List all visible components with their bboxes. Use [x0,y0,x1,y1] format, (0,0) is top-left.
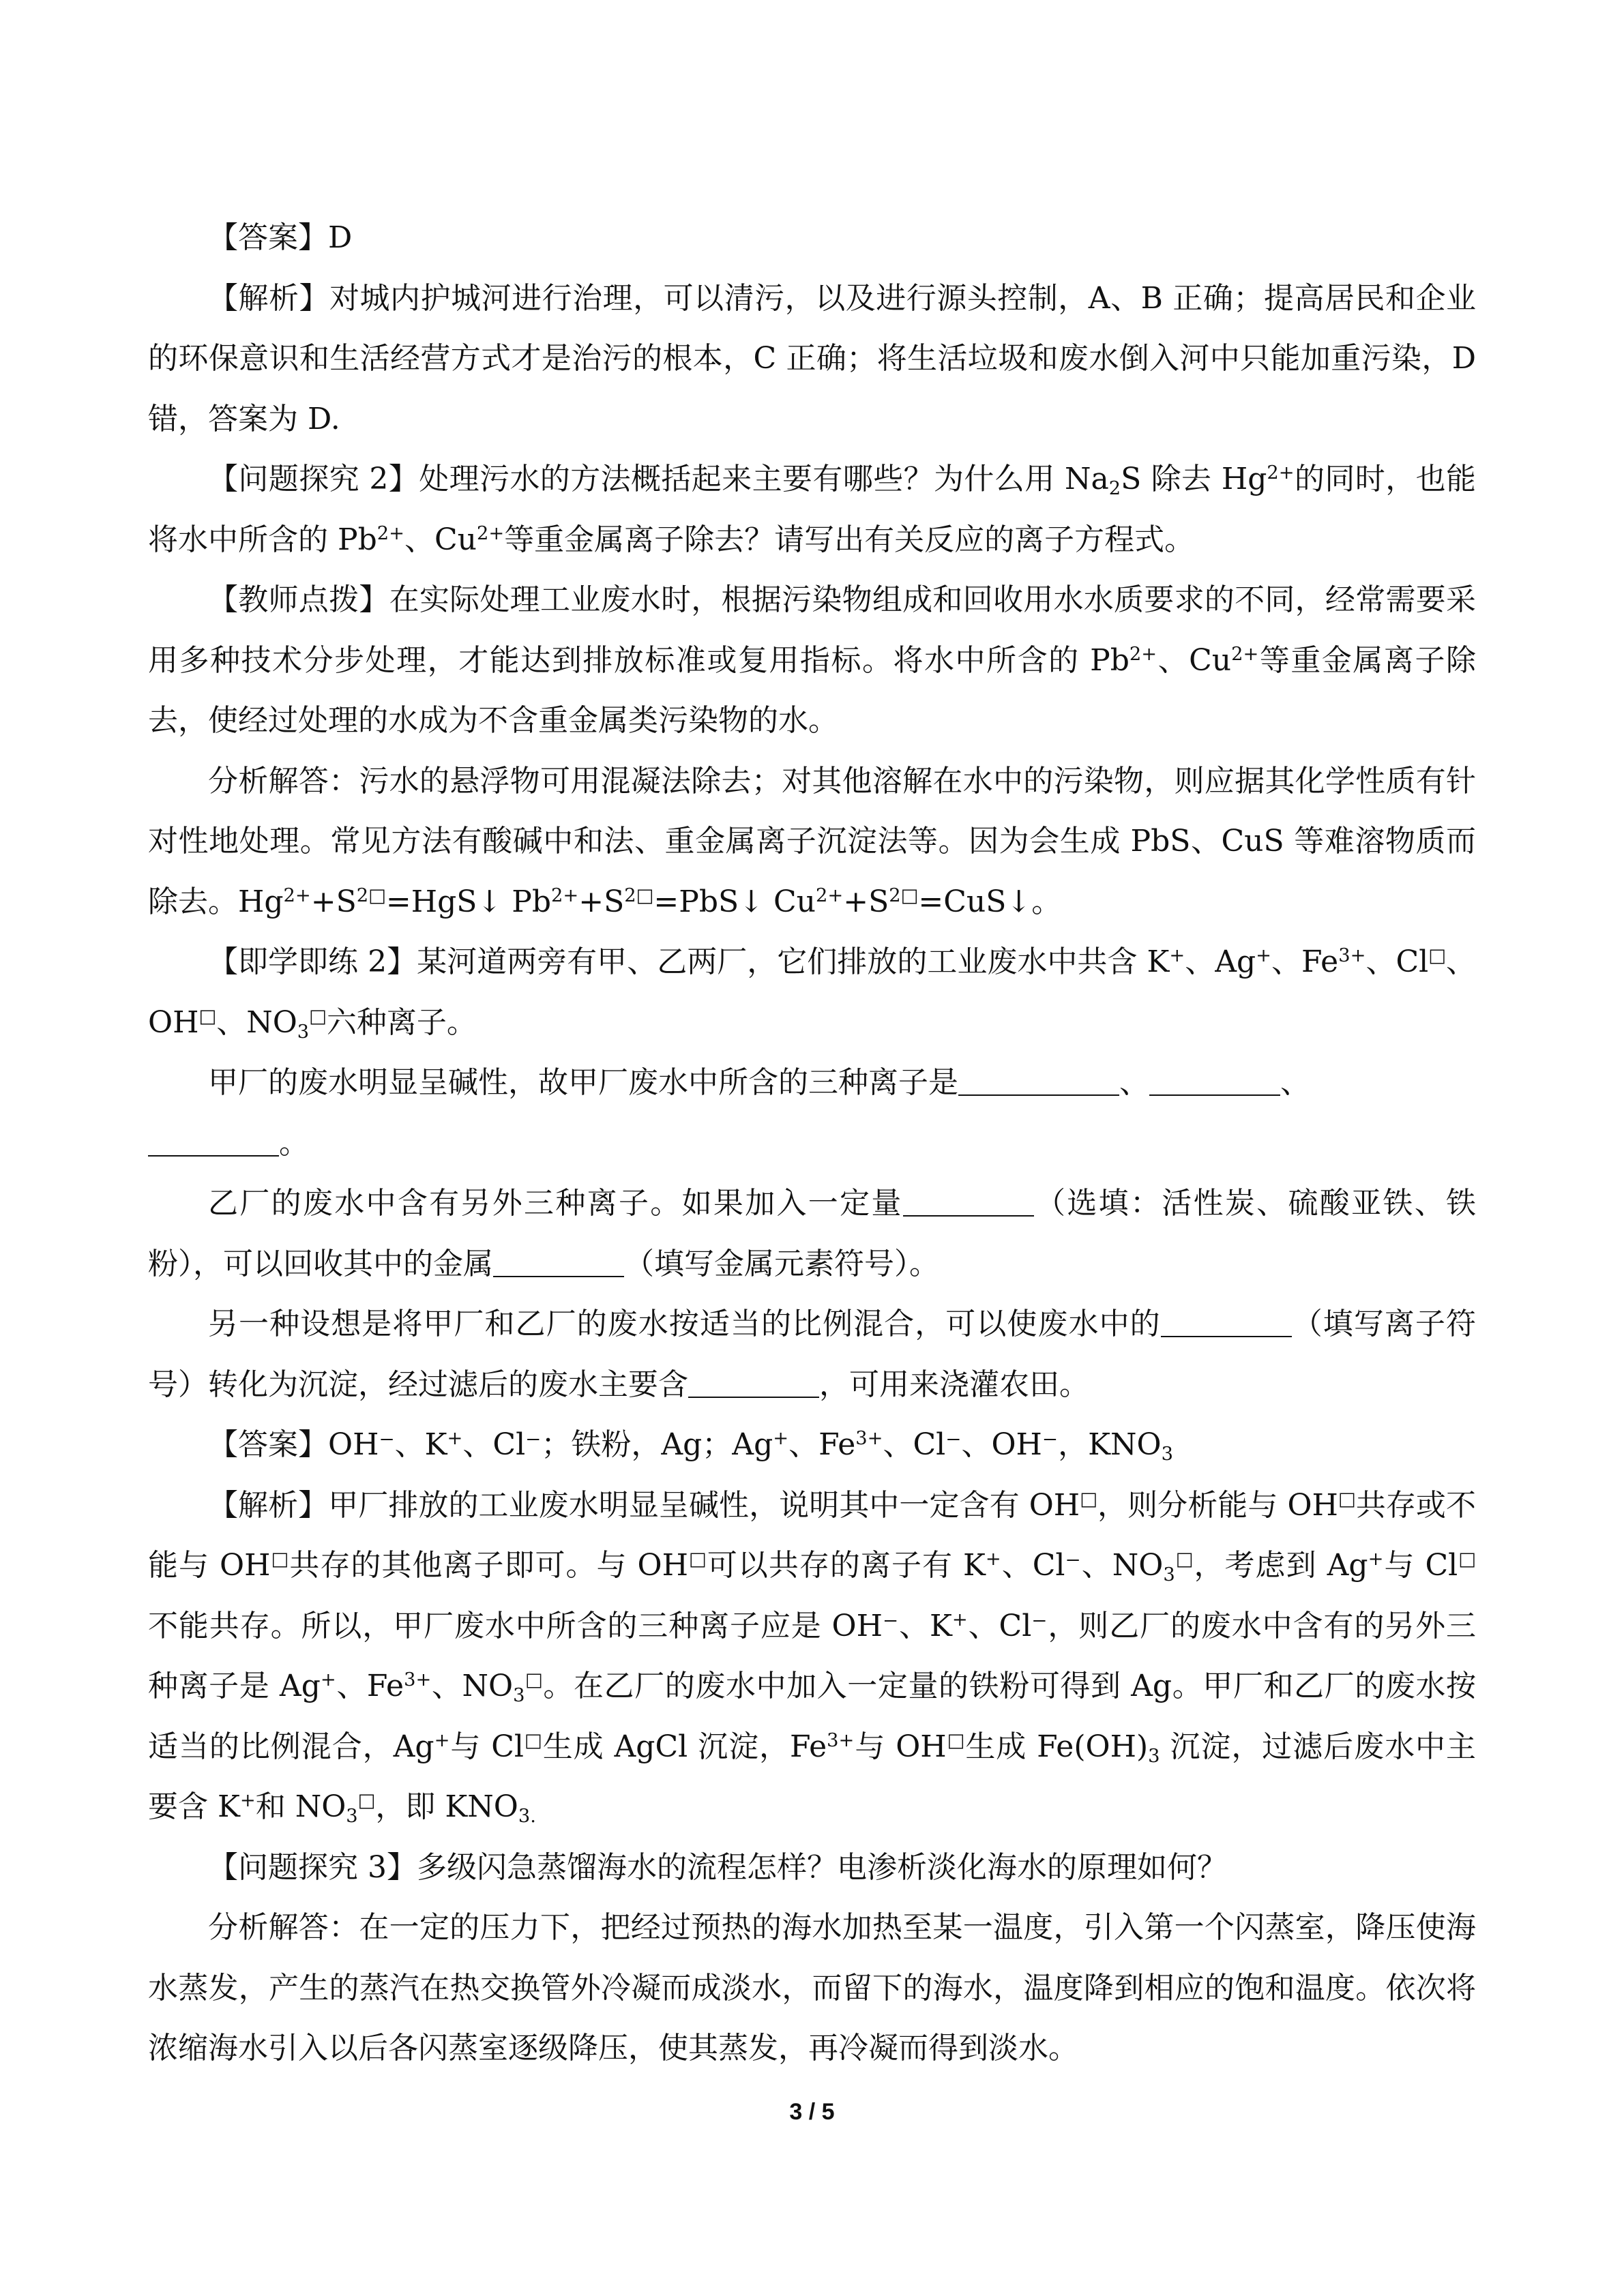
text: 、Fe [336,1669,404,1703]
superscript: □ [198,1005,217,1027]
question-explore-2 [148,449,1476,570]
text: =CuS↓。 [918,884,1062,919]
text: 。在乙厂的废水中加入一定量的铁粉可得到 Ag。甲厂和乙厂的废水按适当的比例混合，Ag [148,1669,1476,1764]
text: 、Ag [1185,944,1256,979]
document-body [148,208,1476,2079]
superscript: + [951,1609,968,1630]
text: =PbS↓ Cu [653,884,816,919]
text: 【解析】对城内护城河进行治理，可以清污，以及进行源头控制，A、B 正确；提高居民和企业的环保意识和生活经营方式才是治污的根本，C 正确；将生活垃圾和废水倒入河中只能加重污染，D 错，答案为 D. [148,280,1476,436]
text: 共存的其他离子即可。与 OH [289,1548,688,1583]
answer-paragraph-2 [148,1415,1476,1476]
superscript: 2+ [816,884,844,906]
text: 的同时，也能将水中所含的 Pb [148,462,1477,557]
answer-blank[interactable] [1161,1306,1292,1337]
superscript: □ [688,1549,707,1570]
superscript: 2+ [1129,643,1157,665]
superscript: 2+ [1231,643,1259,665]
superscript: 2□ [356,884,386,906]
superscript: 2+ [283,884,311,906]
practice-2-question-c [148,1294,1476,1415]
superscript: 2+ [377,522,404,544]
superscript: 2+ [1267,462,1295,483]
answer-blank[interactable] [958,1064,1119,1096]
text: 不能共存。所以，甲厂废水中所含的三种离子应是 OH⁻、K [148,1608,952,1643]
superscript: □ [524,1729,543,1751]
text: ，考虑到 Ag [1194,1548,1368,1583]
text: =HgS↓ Pb [385,884,552,919]
answer-blank[interactable] [903,1185,1034,1217]
text: 与 Cl [449,1729,525,1764]
practice-2-question-b [148,1174,1476,1294]
page-number: 3 / 5 [789,2099,835,2125]
text: 、 [1119,1065,1149,1100]
text: 【即学即练 2】某河道两旁有甲、乙两厂，它们排放的工业废水中共含 K [208,944,1170,979]
superscript: + [773,1428,789,1449]
practice-2-paragraph [148,932,1476,1053]
subscript: 3 [513,1685,525,1707]
text: 可以共存的离子有 K [707,1548,986,1583]
text: （填写离子符号）转化为沉淀，经过滤后的废水主要含 [148,1307,1477,1402]
text: 生成 AgCl 沉淀，Fe [542,1729,827,1764]
superscript: + [1256,945,1272,966]
analysis-answer-paragraph-2 [148,1898,1476,2079]
text: 【教师点拨】在实际处理工业废水时，根据污染物组成和回收用水水质要求的不同，经常需要采用多种技术分步处理，才能达到排放标准或复用指标。将水中所含的 Pb [148,582,1476,678]
text: 甲厂的废水明显呈碱性，故甲厂废水中所含的三种离子是 [208,1065,958,1100]
superscript: 2□ [624,884,654,906]
text: 、 [1280,1065,1310,1100]
text: 沉淀，过滤后废水中主要含 K [148,1729,1476,1824]
text: 、Cl⁻、OH⁻，KNO [883,1427,1162,1462]
analysis-paragraph-2 [148,1476,1476,1838]
superscript: 2+ [551,884,579,906]
answer-blank[interactable] [1149,1064,1280,1096]
superscript: 3+ [855,1428,883,1449]
text: 、Fe [788,1427,856,1462]
superscript: + [239,1790,256,1811]
superscript: + [320,1669,336,1690]
superscript: □ [1175,1549,1194,1570]
text: +S [578,884,625,919]
text: 六种离子。 [326,1004,477,1040]
text: 等重金属离子除去？请写出有关反应的离子方程式。 [504,522,1195,557]
superscript: + [434,1729,450,1751]
text: ，则分析能与 OH [1097,1487,1338,1523]
text: 、NO [431,1669,514,1703]
superscript: □ [1338,1488,1356,1510]
analysis-paragraph-1 [148,269,1476,450]
question-explore-3 [148,1838,1476,1898]
superscript: □ [309,1005,327,1027]
text: 【问题探究 3】多级闪急蒸馏海水的流程怎样？电渗析淡化海水的原理如何？ [208,1849,1227,1885]
text: +S [843,884,889,919]
superscript: □ [1080,1488,1098,1510]
text: 、Cu [1157,642,1232,678]
text: （填写金属元素符号）。 [624,1246,939,1281]
text: 共存或不能与 OH [148,1487,1476,1583]
superscript: 3+ [827,1729,855,1751]
text: S 除去 Hg [1121,462,1267,496]
text: 等重金属离子除去，使经过处理的水成为不含重金属类污染物的水。 [148,642,1476,738]
text: 、Cl⁻；铁粉，Ag；Ag [462,1427,773,1462]
text: 【答案】D [208,220,353,255]
text: 、Cl⁻，则乙厂的废水中含有的另外三种离子是 Ag [148,1608,1476,1703]
superscript: □ [946,1729,966,1751]
text: 【答案】OH⁻、K [208,1427,447,1462]
text: 与 Cl [1383,1548,1458,1583]
superscript: □ [270,1549,290,1570]
superscript: 2+ [476,522,505,544]
text: （选填：活性炭、硫酸亚铁、铁粉），可以回收其中的金属 [148,1186,1477,1281]
text: 、OH [148,944,1477,1040]
text: 乙厂的废水中含有另外三种离子。如果加入一定量 [208,1186,903,1221]
text: 【解析】甲厂排放的工业废水明显呈碱性，说明其中一定含有 OH [208,1487,1080,1523]
answer-paragraph-1 [148,208,1476,269]
analysis-answer-paragraph-1 [148,751,1476,933]
teacher-tip-paragraph [148,570,1476,751]
text: 【问题探究 2】处理污水的方法概括起来主要有哪些？为什么用 Na [208,462,1109,496]
subscript: 2 [1108,478,1121,500]
subscript: 3 [1161,1444,1173,1465]
superscript: □ [357,1790,376,1811]
superscript: + [1368,1549,1384,1570]
answer-blank[interactable] [148,1125,279,1157]
subscript: 3 [1163,1564,1175,1586]
text: +S [310,884,357,919]
text: 另一种设想是将甲厂和乙厂的废水按适当的比例混合，可以使废水中的 [208,1307,1161,1341]
superscript: 3+ [404,1669,432,1690]
superscript: 3+ [1338,945,1366,966]
superscript: □ [1458,1549,1477,1570]
text: 与 OH [854,1729,947,1764]
text: 和 NO [255,1789,346,1824]
text: 生成 Fe(OH) [965,1729,1149,1764]
text: 。 [279,1125,309,1161]
subscript: 3 [346,1806,358,1828]
text: 分析解答：污水的悬浮物可用混凝法除去；对其他溶解在水中的污染物，则应据其化学性质有针对性地处理。常见方法有酸碱中和法、重金属离子沉淀法等。因为会生成 PbS、CuS 等难溶物质而除去。Hg [148,763,1476,919]
answer-blank[interactable] [688,1367,819,1398]
answer-blank[interactable] [493,1246,624,1277]
subscript: 3 [297,1021,310,1043]
text: 、Fe [1271,944,1339,979]
text: ，可用来浇灌农田。 [819,1367,1089,1402]
subscript: 3. [518,1806,536,1828]
subscript: 3 [1148,1745,1160,1767]
practice-2-question-a [148,1053,1476,1174]
superscript: □ [525,1669,544,1690]
superscript: □ [1428,945,1447,966]
superscript: 2□ [889,884,919,906]
text: 、Cl [1365,944,1429,979]
text: 分析解答：在一定的压力下，把经过预热的海水加热至某一温度，引入第一个闪蒸室，降压使海水蒸发，产生的蒸汽在热交换管外冷凝而成淡水，而留下的海水，温度降到相应的饱和温度。依次将浓缩海水引入以后各闪蒸室逐级降压，使其蒸发，再冷凝而得到淡水。 [148,1910,1476,2066]
superscript: + [447,1428,463,1449]
text: 、NO [216,1004,297,1040]
text: 、Cu [404,522,477,557]
superscript: + [985,1549,1001,1570]
text: ，即 KNO [375,1789,518,1824]
superscript: + [1169,945,1185,966]
text: 、Cl⁻、NO [1001,1548,1164,1583]
